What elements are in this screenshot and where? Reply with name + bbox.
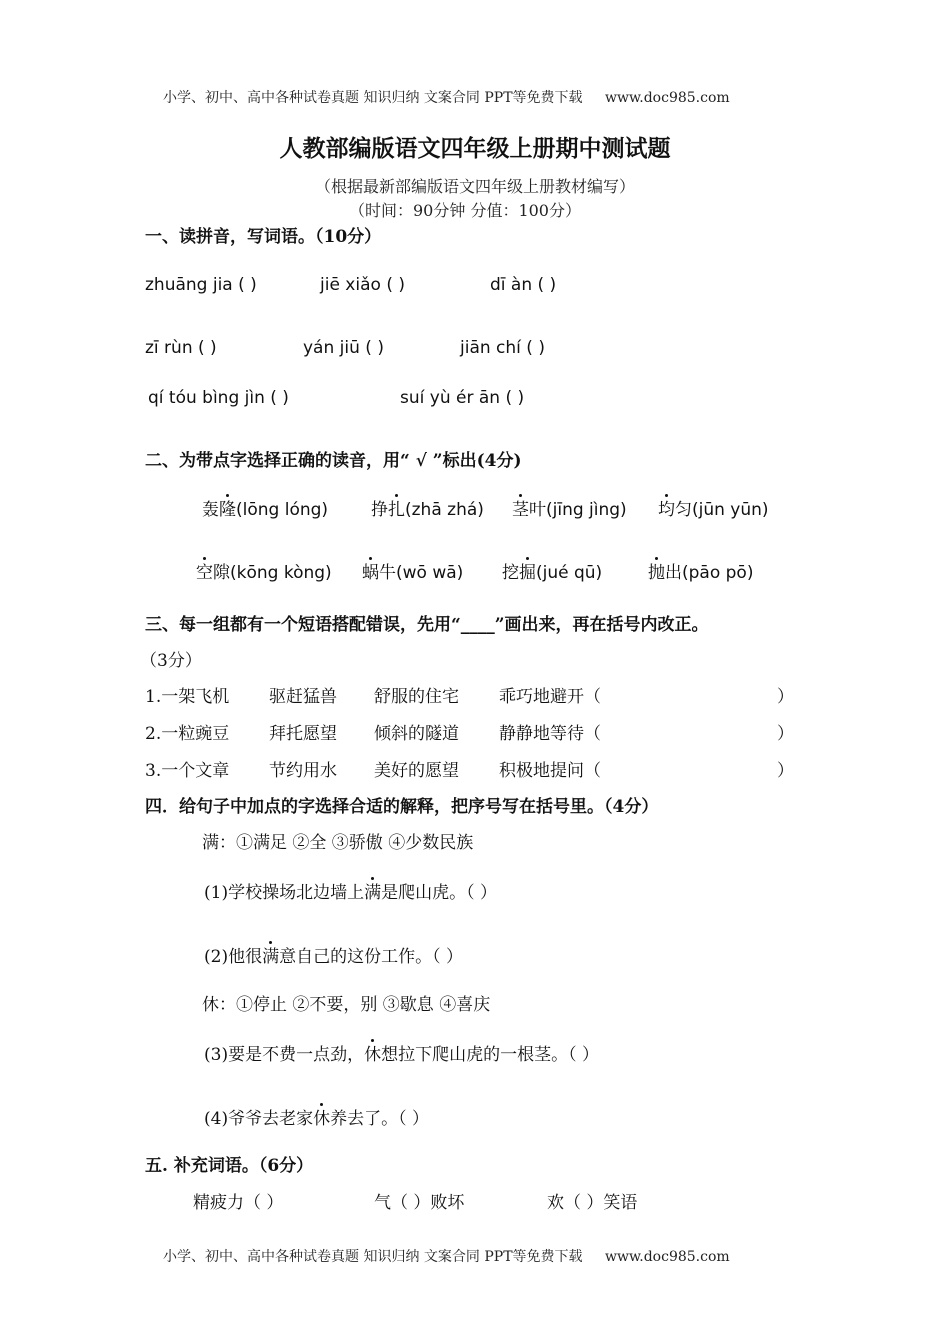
char: 挖 (502, 563, 519, 583)
reading-item (371, 499, 484, 521)
dotted-char: 茎 (512, 500, 529, 520)
char: 挣 (371, 500, 388, 520)
pinyin-item: jiē xiǎo ( ) (320, 275, 405, 295)
reading-item (658, 499, 769, 521)
phrase: 积极地提问（ (499, 761, 601, 781)
section-5-heading: 五. 补充词语。（6分） (145, 1156, 314, 1176)
reading-item (362, 562, 463, 584)
phrase: 拜托愿望 (269, 724, 337, 744)
phrase: 驱赶猛兽 (269, 687, 337, 707)
phrase: 乖巧地避开（ (499, 687, 601, 707)
dotted-char: 休 (364, 1045, 382, 1065)
options: (lōng lóng) (236, 500, 329, 520)
header-site: www.doc985.com (604, 90, 730, 106)
idiom: 气（ ）败坏 (374, 1193, 465, 1213)
definition-man: 满：①满足 ②全 ③骄傲 ④少数民族 (202, 833, 474, 853)
dotted-char: 蜗 (362, 563, 379, 583)
pinyin-item: suí yù ér ān ( ) (400, 388, 525, 408)
question-2 (204, 946, 463, 968)
section-3-heading: 三、每一组都有一个短语搭配错误，先用“____”画出来，再在括号内改正。 (145, 615, 709, 635)
close-paren: ） (777, 687, 794, 707)
phrase: 3.一个文章 (145, 761, 230, 781)
definition-xiu: 休：①停止 ②不要，别 ③歇息 ④喜庆 (202, 995, 491, 1015)
dotted-char: 掘 (519, 563, 536, 583)
phrase: 静静地等待（ (499, 724, 601, 744)
idiom: 欢（ ）笑语 (547, 1193, 638, 1213)
reading-item (648, 562, 753, 584)
exam-meta: （时间：90分钟 分值：100分） (349, 201, 581, 220)
close-paren: ） (777, 724, 794, 744)
text: (2)他很 (204, 947, 263, 967)
text: 养去了。（ ） (330, 1109, 429, 1129)
dotted-char: 隆 (219, 500, 236, 520)
reading-item (512, 499, 627, 521)
options: 叶(jīng jìng) (529, 500, 627, 520)
dotted-char: 均 (658, 500, 675, 520)
dotted-char: 满 (364, 883, 382, 903)
options: 出(pāo pō) (665, 563, 754, 583)
close-paren: ） (777, 761, 794, 781)
subtitle: （根据最新部编版语文四年级上册教材编写） (314, 177, 635, 196)
pinyin-item: dī àn ( ) (490, 275, 557, 295)
phrase: 1.一架飞机 (145, 687, 230, 707)
text: 意自己的这份工作。（ ） (279, 947, 463, 967)
dotted-char: 满 (262, 947, 280, 967)
section-3-score: （3分） (140, 651, 202, 671)
options: 牛(wō wā) (379, 563, 464, 583)
page-footer (163, 1246, 730, 1268)
pinyin-item: zī rùn ( ) (145, 338, 217, 358)
reading-item (502, 562, 602, 584)
footer-text: 小学、初中、高中各种试卷真题 知识归纳 文案合同 PPT等免费下载 (163, 1249, 583, 1265)
text: (4)爷爷去老家 (204, 1109, 314, 1129)
pinyin-item: jiān chí ( ) (460, 338, 545, 358)
text: (3)要是不费一点劲， (204, 1045, 365, 1065)
section-1-heading: 一、读拼音，写词语。（10分） (145, 227, 382, 247)
char: 轰 (202, 500, 219, 520)
options: 匀(jūn yūn) (675, 500, 769, 520)
phrase: 节约用水 (269, 761, 337, 781)
question-3 (204, 1044, 599, 1066)
page-header (163, 87, 730, 109)
document-title: 人教部编版语文四年级上册期中测试题 (279, 135, 671, 162)
section-2-heading: 二、为带点字选择正确的读音，用“ √ ”标出(4分) (145, 451, 522, 471)
reading-item (202, 499, 328, 521)
dotted-char: 抛 (648, 563, 665, 583)
reading-item (196, 562, 332, 584)
text: (1)学校操场北边墙上 (204, 883, 365, 903)
options: 隙(kōng kòng) (213, 563, 332, 583)
text: 想拉下爬山虎的一根茎。（ ） (381, 1045, 599, 1065)
question-1 (204, 882, 497, 904)
pinyin-item: yán jiū ( ) (303, 338, 384, 358)
phrase: 倾斜的隧道 (374, 724, 459, 744)
section-4-heading: 四．给句子中加点的字选择合适的解释，把序号写在括号里。（4分） (145, 797, 659, 817)
idiom: 精疲力（ ） (193, 1193, 284, 1213)
phrase: 舒服的住宅 (374, 687, 459, 707)
options: (zhā zhá) (405, 500, 484, 520)
text: 是爬山虎。（ ） (381, 883, 497, 903)
question-4 (204, 1108, 429, 1130)
phrase: 美好的愿望 (374, 761, 459, 781)
pinyin-item: zhuāng jia ( ) (145, 275, 257, 295)
dotted-char: 扎 (388, 500, 405, 520)
pinyin-item: qí tóu bìng jìn ( ) (148, 388, 289, 408)
dotted-char: 休 (313, 1109, 331, 1129)
footer-site: www.doc985.com (604, 1249, 730, 1265)
options: (jué qū) (536, 563, 603, 583)
header-text: 小学、初中、高中各种试卷真题 知识归纳 文案合同 PPT等免费下载 (163, 90, 583, 106)
phrase: 2.一粒豌豆 (145, 724, 230, 744)
dotted-char: 空 (196, 563, 213, 583)
